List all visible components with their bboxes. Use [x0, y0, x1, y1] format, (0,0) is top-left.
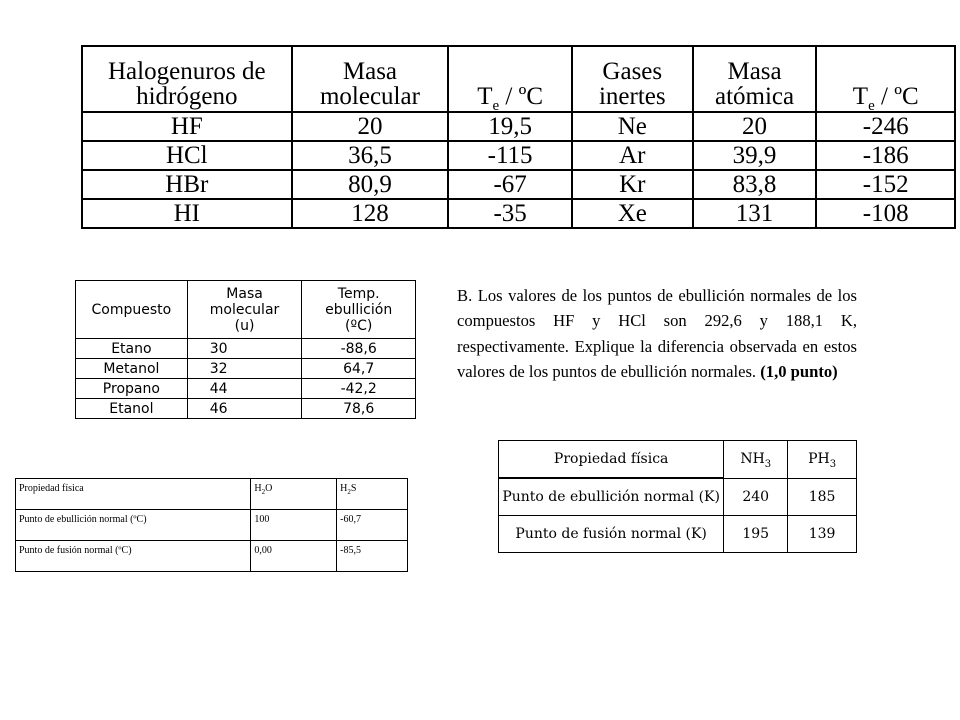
- header-masa-atomica: Masa atómica: [693, 46, 817, 112]
- header-gases-inertes: Gases inertes: [572, 46, 693, 112]
- table-cell: 139: [788, 516, 857, 553]
- compounds-table: [75, 280, 416, 419]
- table-cell: 240: [724, 478, 788, 516]
- table-cell: -35: [448, 199, 572, 228]
- table-row: [76, 399, 416, 419]
- table-cell: HF: [82, 112, 292, 141]
- header-masa-molecular: Masa molecular: [292, 46, 449, 112]
- table-cell: 36,5: [292, 141, 449, 170]
- water-properties-table: [15, 478, 408, 572]
- table-cell: 32: [187, 359, 302, 379]
- table-cell: 20: [292, 112, 449, 141]
- question-text: [457, 283, 857, 385]
- table-cell: Etanol: [76, 399, 188, 419]
- table-cell: 39,9: [693, 141, 817, 170]
- table-cell: 46: [187, 399, 302, 419]
- table-cell: 78,6: [302, 399, 416, 419]
- table-cell: Propano: [76, 379, 188, 399]
- table-header-row: [82, 46, 955, 112]
- table-cell: 80,9: [292, 170, 449, 199]
- table-cell: -108: [816, 199, 955, 228]
- header-ph3: $PH_3$: [788, 441, 857, 479]
- table-cell: 100: [251, 510, 337, 541]
- table-cell: -115: [448, 141, 572, 170]
- table-cell: 128: [292, 199, 449, 228]
- table-row: [76, 339, 416, 359]
- table-cell: HBr: [82, 170, 292, 199]
- table-cell: -67: [448, 170, 572, 199]
- question-score: (1,0 punto): [760, 362, 838, 382]
- table-cell: -152: [816, 170, 955, 199]
- table-cell: 19,5: [448, 112, 572, 141]
- table-row: [82, 170, 955, 199]
- table-row: [82, 199, 955, 228]
- table-row: [16, 541, 408, 572]
- table-cell: HCl: [82, 141, 292, 170]
- table-cell: Punto de ebullición normal (K): [499, 478, 724, 516]
- header-nh3: $NH_3$: [724, 441, 788, 479]
- question-body: B. Los valores de los puntos de ebullición normales de los compuestos HF y HCl son 292,6 y 188,1 K, respectivamente. Explique la diferencia observada en estos valores de los puntos de ebullición normales.: [457, 286, 857, 382]
- table-header-row: [16, 479, 408, 510]
- header-compuesto: Compuesto: [76, 281, 188, 339]
- table-cell: -42,2: [302, 379, 416, 399]
- table-cell: 20: [693, 112, 817, 141]
- halides-inert-gases-table: [81, 45, 956, 229]
- table-row: [499, 478, 857, 516]
- table-row: [82, 141, 955, 170]
- table-cell: 30: [187, 339, 302, 359]
- table-cell: Punto de ebullición normal (ºC): [16, 510, 251, 541]
- table-cell: 44: [187, 379, 302, 399]
- header-te-2: $T_e$ / ºC: [816, 46, 955, 112]
- table-cell: Kr: [572, 170, 693, 199]
- header-h2s: $H_2S$: [337, 479, 408, 510]
- table-cell: Punto de fusión normal (K): [499, 516, 724, 553]
- table-header-row: [499, 441, 857, 479]
- table-cell: Ne: [572, 112, 693, 141]
- table-cell: 83,8: [693, 170, 817, 199]
- header-te-1: $T_e$ / ºC: [448, 46, 572, 112]
- table-cell: 185: [788, 478, 857, 516]
- table-cell: 0,00: [251, 541, 337, 572]
- table-cell: -88,6: [302, 339, 416, 359]
- table-cell: -60,7: [337, 510, 408, 541]
- header-temp-ebullicion: Temp. ebullición (ºC): [302, 281, 416, 339]
- header-halogenuros: Halogenuros de hidrógeno: [82, 46, 292, 112]
- header-h2o: $H_2O$: [251, 479, 337, 510]
- table-cell: 64,7: [302, 359, 416, 379]
- header-propiedad: Propiedad física: [499, 441, 724, 479]
- table-cell: 195: [724, 516, 788, 553]
- ammonia-phosphine-table: [498, 440, 857, 553]
- table-row: [82, 112, 955, 141]
- table-row: [499, 516, 857, 553]
- table-cell: Punto de fusión normal (ºC): [16, 541, 251, 572]
- table-cell: Xe: [572, 199, 693, 228]
- table-cell: 131: [693, 199, 817, 228]
- table-cell: Etano: [76, 339, 188, 359]
- header-masa-molecular: Masa molecular (u): [187, 281, 302, 339]
- table-cell: -246: [816, 112, 955, 141]
- table-cell: Ar: [572, 141, 693, 170]
- table-header-row: [76, 281, 416, 339]
- table-row: [16, 510, 408, 541]
- table-cell: Metanol: [76, 359, 188, 379]
- header-propiedad: Propiedad física: [16, 479, 251, 510]
- table-cell: HI: [82, 199, 292, 228]
- table-cell: -85,5: [337, 541, 408, 572]
- table-cell: -186: [816, 141, 955, 170]
- table-row: [76, 359, 416, 379]
- table-row: [76, 379, 416, 399]
